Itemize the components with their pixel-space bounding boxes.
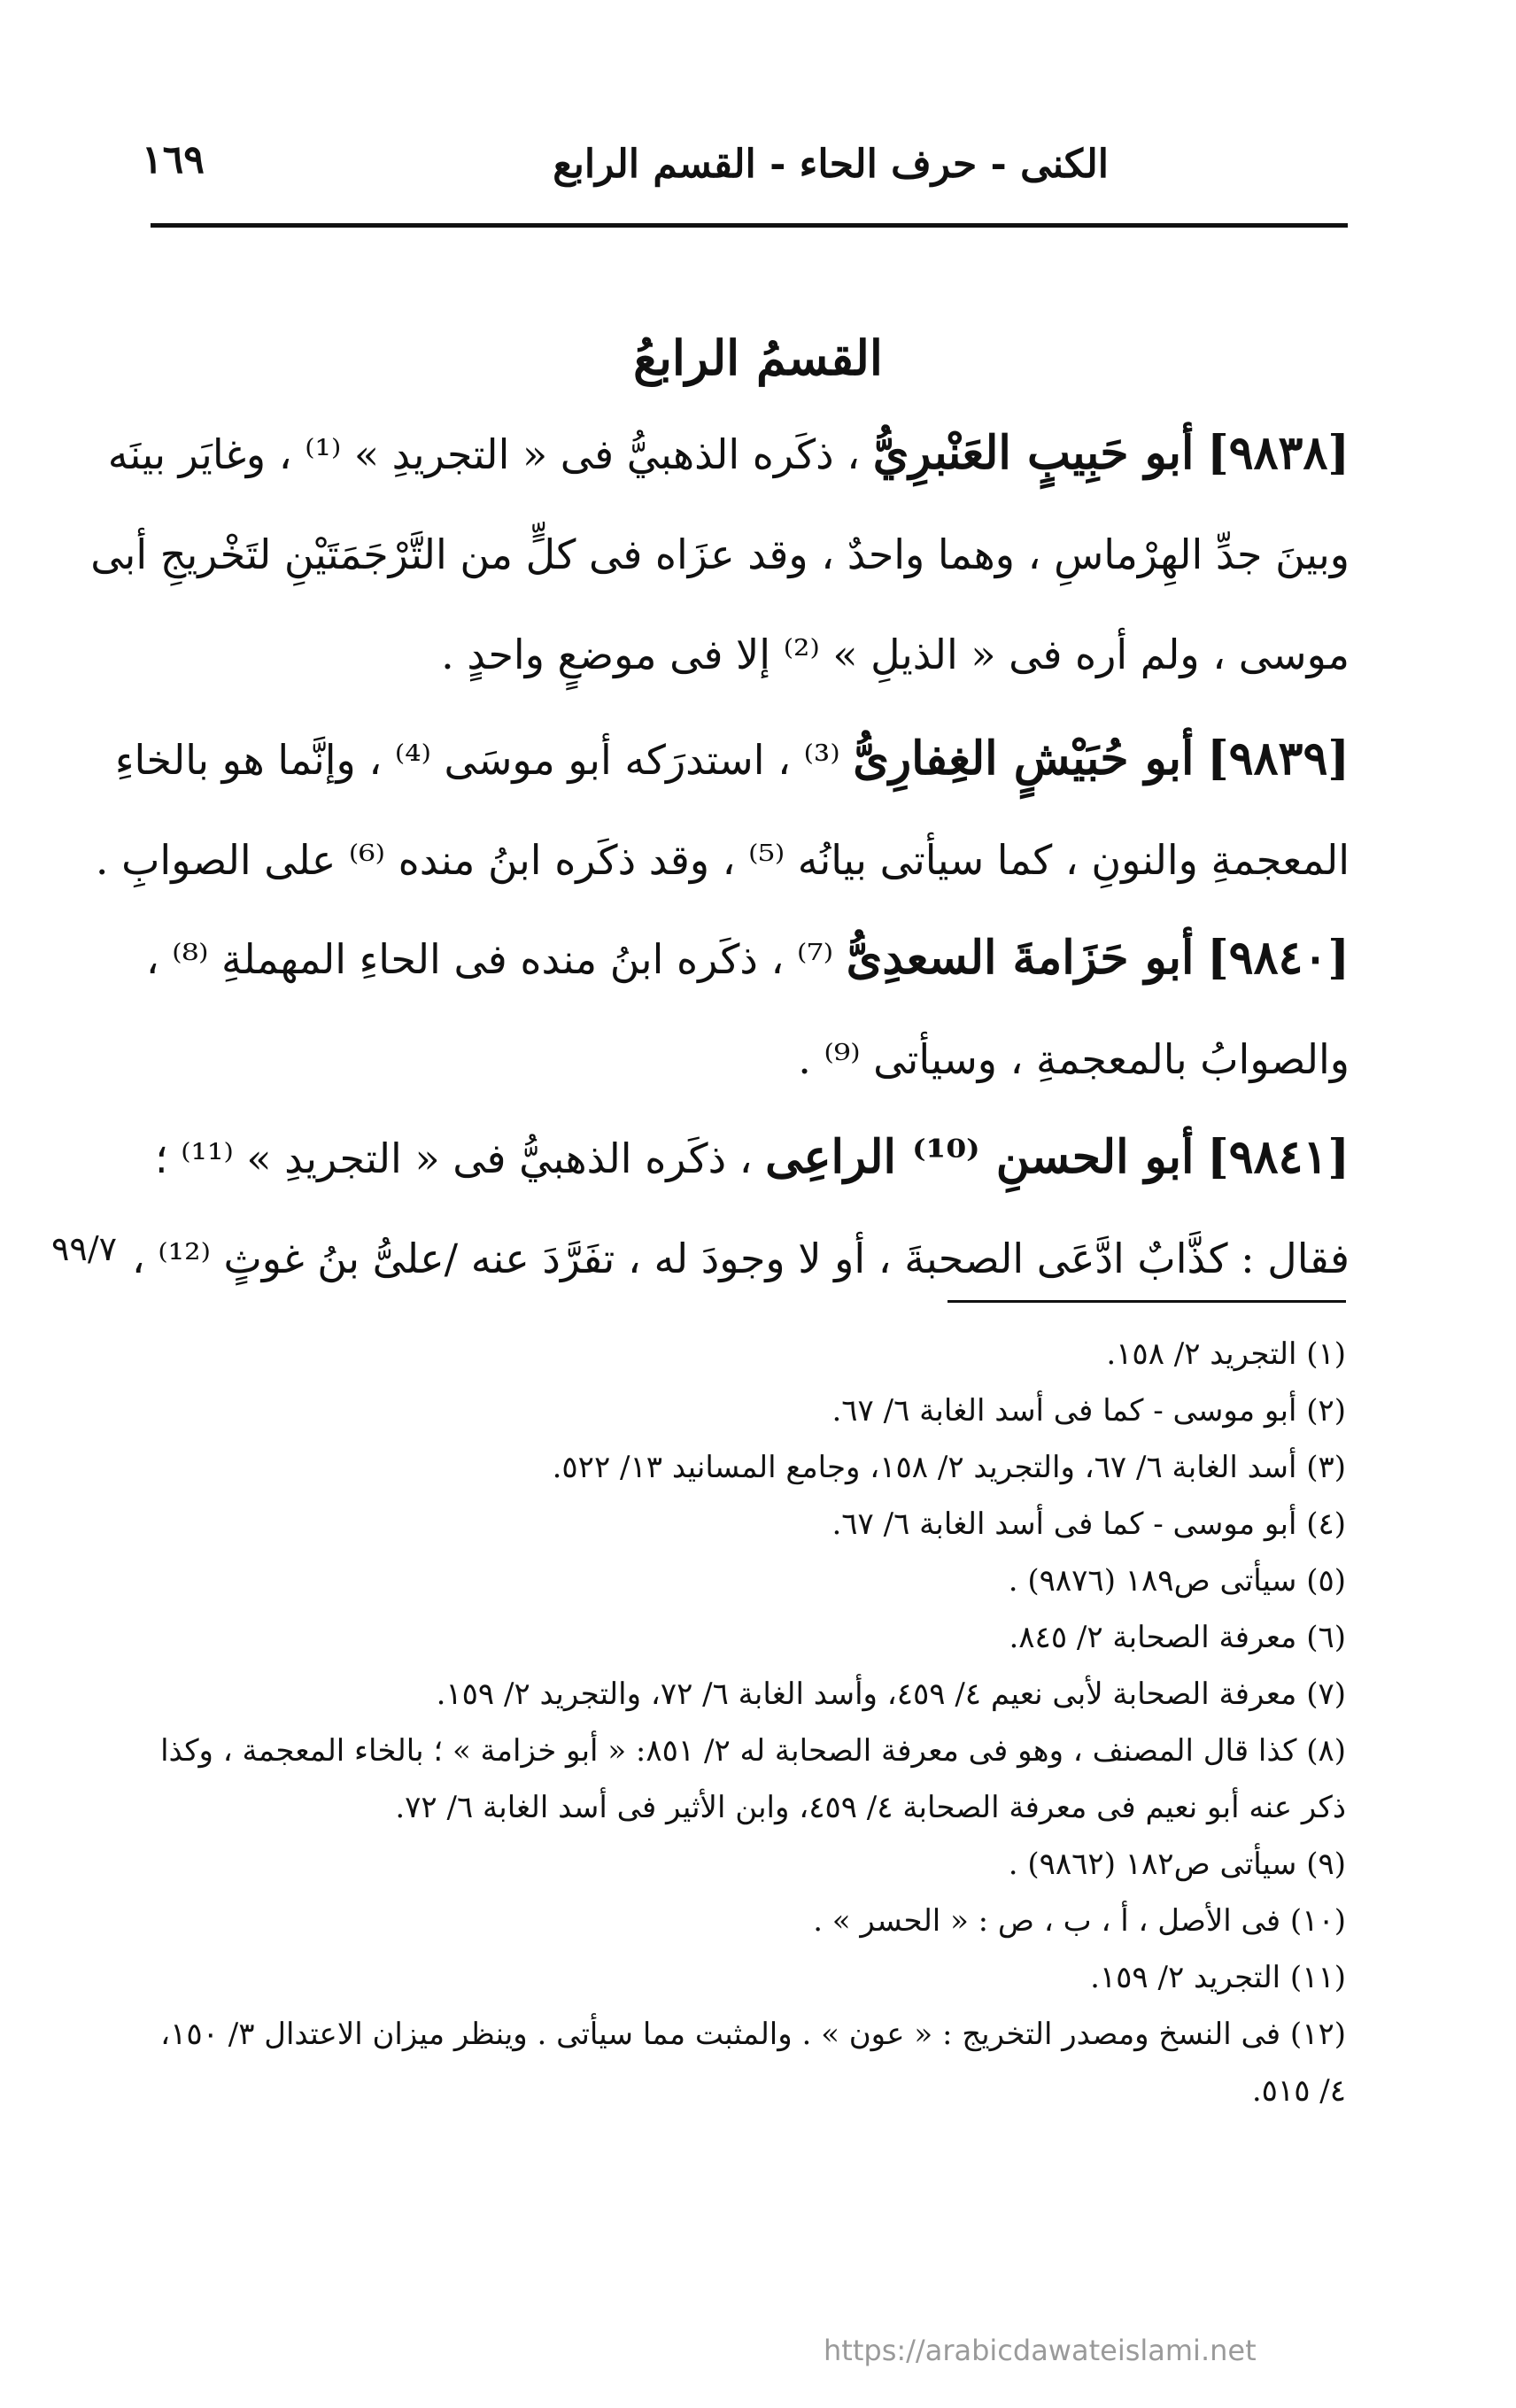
entry-number: [٩٨٣٩] (1207, 732, 1350, 786)
entry-text: ⁽³⁾ ، استدرَكه أبو موسَى ⁽⁴⁾ ، وإنَّما هو بالخاءِ (114, 736, 840, 784)
entry-number: [٩٨٣٨] (1207, 426, 1350, 480)
entry-line: المعجمةِ والنونِ ، كما سيأتى بيانُه ⁽⁵⁾ ، وقد ذكَره ابنُ منده ⁽⁶⁾ على الصوابِ . (95, 836, 1350, 884)
footnote: (٩) سيأتى ص١٨٢ (٩٨٦٢) . (1008, 1847, 1346, 1882)
footnote: (٣) أسد الغابة ٦/ ٦٧، والتجريد ٢/ ١٥٨، وجامع المسانيد ١٣/ ٥٢٢. (552, 1450, 1346, 1485)
entry-line: والصوابُ بالمعجمةِ ، وسيأتى ⁽⁹⁾ . (798, 1035, 1350, 1083)
entry-text: ، ذكَره الذهبيُّ فى « التجريدِ » ⁽¹¹⁾ ؛ (155, 1134, 753, 1182)
watermark-url: https://arabicdawateislami.net (824, 2334, 1257, 2367)
entry-9838 (90, 403, 1350, 705)
entry-name: أبو الحسنِ ⁽¹⁰⁾ الراعِى (765, 1130, 1195, 1184)
footnote: (٢) أبو موسى - كما فى أسد الغابة ٦/ ٦٧. (831, 1393, 1346, 1429)
entry-number: [٩٨٤٠] (1207, 931, 1350, 985)
entry-line (114, 708, 1350, 810)
footnote-continuation: ذكر عنه أبو نعيم فى معرفة الصحابة ٤/ ٤٥٩، وابن الأثير فى أسد الغابة ٦/ ٧٢. (395, 1790, 1346, 1825)
footnote: (١٠) فى الأصل ، أ ، ب ، ص : « الحسر » . (813, 1903, 1346, 1939)
running-title: الكنى - حرف الحاء - القسم الرابع (553, 142, 1109, 187)
section-title: القسمُ الرابعُ (633, 329, 883, 386)
margin-note: ٩٩/٧ (51, 1229, 118, 1268)
entry-line (145, 908, 1350, 1010)
page-number: ١٦٩ (142, 137, 205, 182)
entry-number: [٩٨٤١] (1207, 1130, 1350, 1184)
footnote-rule (948, 1300, 1346, 1303)
footnotes (159, 1328, 1346, 2122)
entry-line: فقال : كذَّابٌ ادَّعَى الصحبةَ ، أو لا وجودَ له ، تفَرَّدَ عنه /علىُّ بنُ غوثٍ ⁽¹²⁾ ، (131, 1235, 1350, 1282)
entry-name: أبو حُبَيْشٍ الغِفارِىُّ (853, 732, 1195, 786)
footnote: (٦) معرفة الصحابة ٢/ ٨٤٥. (1009, 1620, 1346, 1655)
footnote: (١) التجريد ٢/ ١٥٨. (1106, 1336, 1346, 1372)
entry-line: وبينَ جدِّ الهِرْماسِ ، وهما واحدٌ ، وقد عزَاه فى كلٍّ من التَّرْجَمَتَيْنِ لتَخْريجِ أبى (90, 530, 1350, 578)
footnote: (٥) سيأتى ص١٨٩ (٩٨٧٦) . (1008, 1563, 1346, 1599)
footnote: (٨) كذا قال المصنف ، وهو فى معرفة الصحابة له ٢/ ٨٥١: « أبو خزامة » ؛ بالخاء المعجمة ، وكذا (160, 1733, 1346, 1769)
footnote: (١٢) فى النسخ ومصدر التخريج : « عون » . والمثبت مما سيأتى . وينظر ميزان الاعتدال ٣/ ١٥٠، (160, 2017, 1346, 2052)
entry-line (107, 403, 1350, 505)
footnote: (٧) معرفة الصحابة لأبى نعيم ٤/ ٤٥٩، وأسد الغابة ٦/ ٧٢، والتجريد ٢/ ١٥٩. (436, 1676, 1346, 1712)
header-rule (151, 223, 1348, 228)
entry-line (155, 1107, 1350, 1209)
entry-name: أبو حَزَامةَ السعدِىُّ (846, 931, 1195, 985)
footnote: (٤) أبو موسى - كما فى أسد الغابة ٦/ ٦٧. (831, 1506, 1346, 1542)
entry-9839 (95, 708, 1350, 910)
footnote-continuation: ٤/ ٥١٥. (1251, 2073, 1346, 2109)
entry-9840 (145, 908, 1350, 1110)
footnote: (١١) التجريد ٢/ ١٥٩. (1090, 1960, 1346, 1995)
entry-text: ، ذكَره الذهبيُّ فى « التجريدِ » ⁽¹⁾ ، وغايَر بينَه (107, 430, 861, 478)
entry-line: موسى ، ولم أره فى « الذيلِ » ⁽²⁾ إلا فى موضعٍ واحدٍ . (441, 631, 1350, 678)
entry-name: أبو حَبِيبٍ العَنْبرِيُّ (872, 426, 1195, 480)
entry-text: ⁽⁷⁾ ، ذكَره ابنُ منده فى الحاءِ المهملةِ ⁽⁸⁾ ، (145, 935, 834, 983)
entry-9841 (131, 1107, 1350, 1309)
